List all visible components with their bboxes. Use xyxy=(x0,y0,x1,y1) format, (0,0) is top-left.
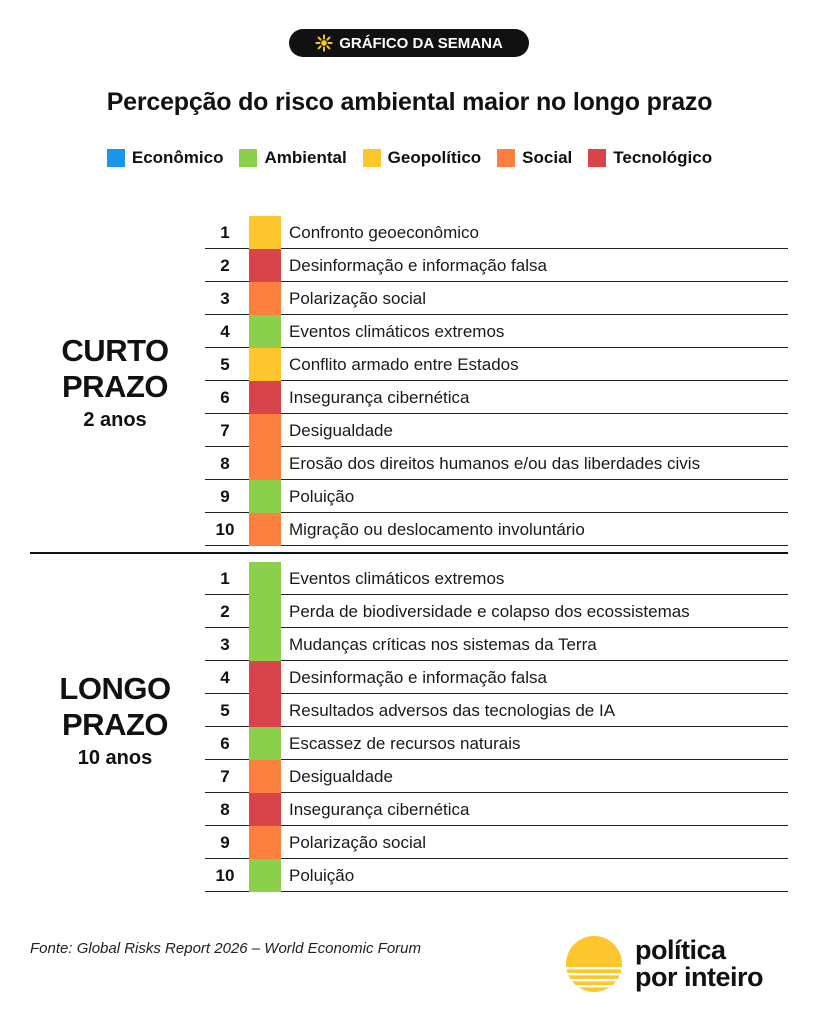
rank-number: 8 xyxy=(220,800,230,819)
risk-label: Perda de biodiversidade e colapso dos ecossistemas xyxy=(289,602,690,621)
rank-number: 5 xyxy=(220,701,230,720)
risk-label: Poluição xyxy=(289,487,355,506)
table-row xyxy=(205,282,788,315)
rank-number: 7 xyxy=(220,767,230,786)
rank-number: 4 xyxy=(220,668,230,687)
legend-swatch-geopolitico xyxy=(363,149,381,167)
table-row xyxy=(205,562,788,595)
legend-item-tecnologico xyxy=(588,148,712,168)
risk-label: Desigualdade xyxy=(289,421,393,440)
table-row xyxy=(205,727,788,760)
legend-label-ambiental: Ambiental xyxy=(264,148,347,167)
legend-label-economico: Econômico xyxy=(131,148,224,167)
rank-number: 2 xyxy=(220,602,230,621)
section-divider xyxy=(30,552,788,554)
rank-number: 10 xyxy=(215,520,235,539)
brand-line-2: por inteiro xyxy=(635,962,763,992)
category-color-bar xyxy=(249,760,281,793)
category-color-bar xyxy=(249,414,281,447)
category-color-bar xyxy=(249,513,281,546)
table-row xyxy=(205,216,788,249)
long-term-span: 10 anos xyxy=(77,747,153,769)
risk-label: Eventos climáticos extremos xyxy=(289,322,505,341)
legend-swatch-economico xyxy=(107,149,125,167)
category-color-bar xyxy=(249,216,281,249)
sun-icon xyxy=(315,34,333,52)
legend-label-geopolitico: Geopolítico xyxy=(387,148,482,167)
rank-number: 3 xyxy=(220,289,230,308)
legend-swatch-ambiental xyxy=(239,149,257,167)
risk-label: Migração ou deslocamento involuntário xyxy=(289,520,585,539)
legend-item-ambiental xyxy=(239,148,346,168)
rank-number: 8 xyxy=(220,454,230,473)
category-color-bar xyxy=(249,282,281,315)
table-row xyxy=(205,595,788,628)
table-row xyxy=(205,315,788,348)
source-note: Fonte: Global Risks Report 2026 – World Economic Forum xyxy=(30,940,421,957)
sun-logo-icon xyxy=(565,935,623,993)
short-term-title: CURTO PRAZO xyxy=(61,333,169,404)
long-term-heading xyxy=(20,671,210,771)
category-color-bar xyxy=(249,447,281,480)
rank-number: 7 xyxy=(220,421,230,440)
category-color-bar xyxy=(249,315,281,348)
risk-label: Confronto geoeconômico xyxy=(289,223,479,242)
rank-number: 3 xyxy=(220,635,230,654)
legend-item-economico xyxy=(107,148,224,168)
risk-label: Desinformação e informação falsa xyxy=(289,668,547,687)
table-row xyxy=(205,414,788,447)
brand-line-1: política xyxy=(635,935,726,965)
category-color-bar xyxy=(249,727,281,760)
risk-label: Mudanças críticas nos sistemas da Terra xyxy=(289,635,597,654)
risk-label: Desinformação e informação falsa xyxy=(289,256,547,275)
brand-logo xyxy=(565,935,763,993)
category-color-bar xyxy=(249,562,281,595)
category-color-bar xyxy=(249,661,281,694)
long-term-title: LONGO PRAZO xyxy=(59,671,171,742)
table-row xyxy=(205,480,788,513)
rank-number: 10 xyxy=(215,866,235,885)
rank-number: 4 xyxy=(220,322,230,341)
table-row xyxy=(205,826,788,859)
legend-item-social xyxy=(497,148,572,168)
risk-label: Polarização social xyxy=(289,289,427,308)
legend-item-geopolitico xyxy=(363,148,482,168)
category-color-bar xyxy=(249,694,281,727)
chart-legend xyxy=(0,148,819,168)
rank-number: 1 xyxy=(220,569,230,588)
risk-label: Insegurança cibernética xyxy=(289,388,470,407)
rank-number: 1 xyxy=(220,223,230,242)
table-row xyxy=(205,760,788,793)
legend-swatch-tecnologico xyxy=(588,149,606,167)
category-color-bar xyxy=(249,249,281,282)
chart-title: Percepção do risco ambiental maior no longo prazo xyxy=(106,88,713,116)
badge-label: GRÁFICO DA SEMANA xyxy=(339,34,503,52)
category-color-bar xyxy=(249,595,281,628)
rank-number: 9 xyxy=(220,833,230,852)
category-color-bar xyxy=(249,859,281,892)
short-term-span: 2 anos xyxy=(83,409,147,431)
risk-label: Erosão dos direitos humanos e/ou das liberdades civis xyxy=(289,454,701,473)
rank-number: 5 xyxy=(220,355,230,374)
legend-label-social: Social xyxy=(522,148,573,167)
risk-label: Poluição xyxy=(289,866,355,885)
legend-label-tecnologico: Tecnológico xyxy=(613,148,713,167)
risk-label: Eventos climáticos extremos xyxy=(289,569,505,588)
risk-label: Conflito armado entre Estados xyxy=(289,355,519,374)
table-row xyxy=(205,628,788,661)
risk-label: Polarização social xyxy=(289,833,427,852)
rank-number: 2 xyxy=(220,256,230,275)
table-row xyxy=(205,249,788,282)
risk-label: Resultados adversos das tecnologias de IA xyxy=(289,701,616,720)
table-row xyxy=(205,859,788,892)
table-row xyxy=(205,793,788,826)
chart-badge xyxy=(289,29,529,57)
legend-swatch-social xyxy=(497,149,515,167)
category-color-bar xyxy=(249,826,281,859)
short-term-heading xyxy=(20,333,210,433)
category-color-bar xyxy=(249,628,281,661)
category-color-bar xyxy=(249,381,281,414)
table-row xyxy=(205,661,788,694)
risk-label: Desigualdade xyxy=(289,767,393,786)
table-row xyxy=(205,348,788,381)
risk-label: Escassez de recursos naturais xyxy=(289,734,521,753)
table-row xyxy=(205,381,788,414)
table-row xyxy=(205,513,788,546)
rank-number: 9 xyxy=(220,487,230,506)
category-color-bar xyxy=(249,793,281,826)
table-row xyxy=(205,447,788,480)
brand-name xyxy=(635,937,763,991)
category-color-bar xyxy=(249,480,281,513)
rank-number: 6 xyxy=(220,734,230,753)
table-row xyxy=(205,694,788,727)
rank-number: 6 xyxy=(220,388,230,407)
risk-label: Insegurança cibernética xyxy=(289,800,470,819)
category-color-bar xyxy=(249,348,281,381)
